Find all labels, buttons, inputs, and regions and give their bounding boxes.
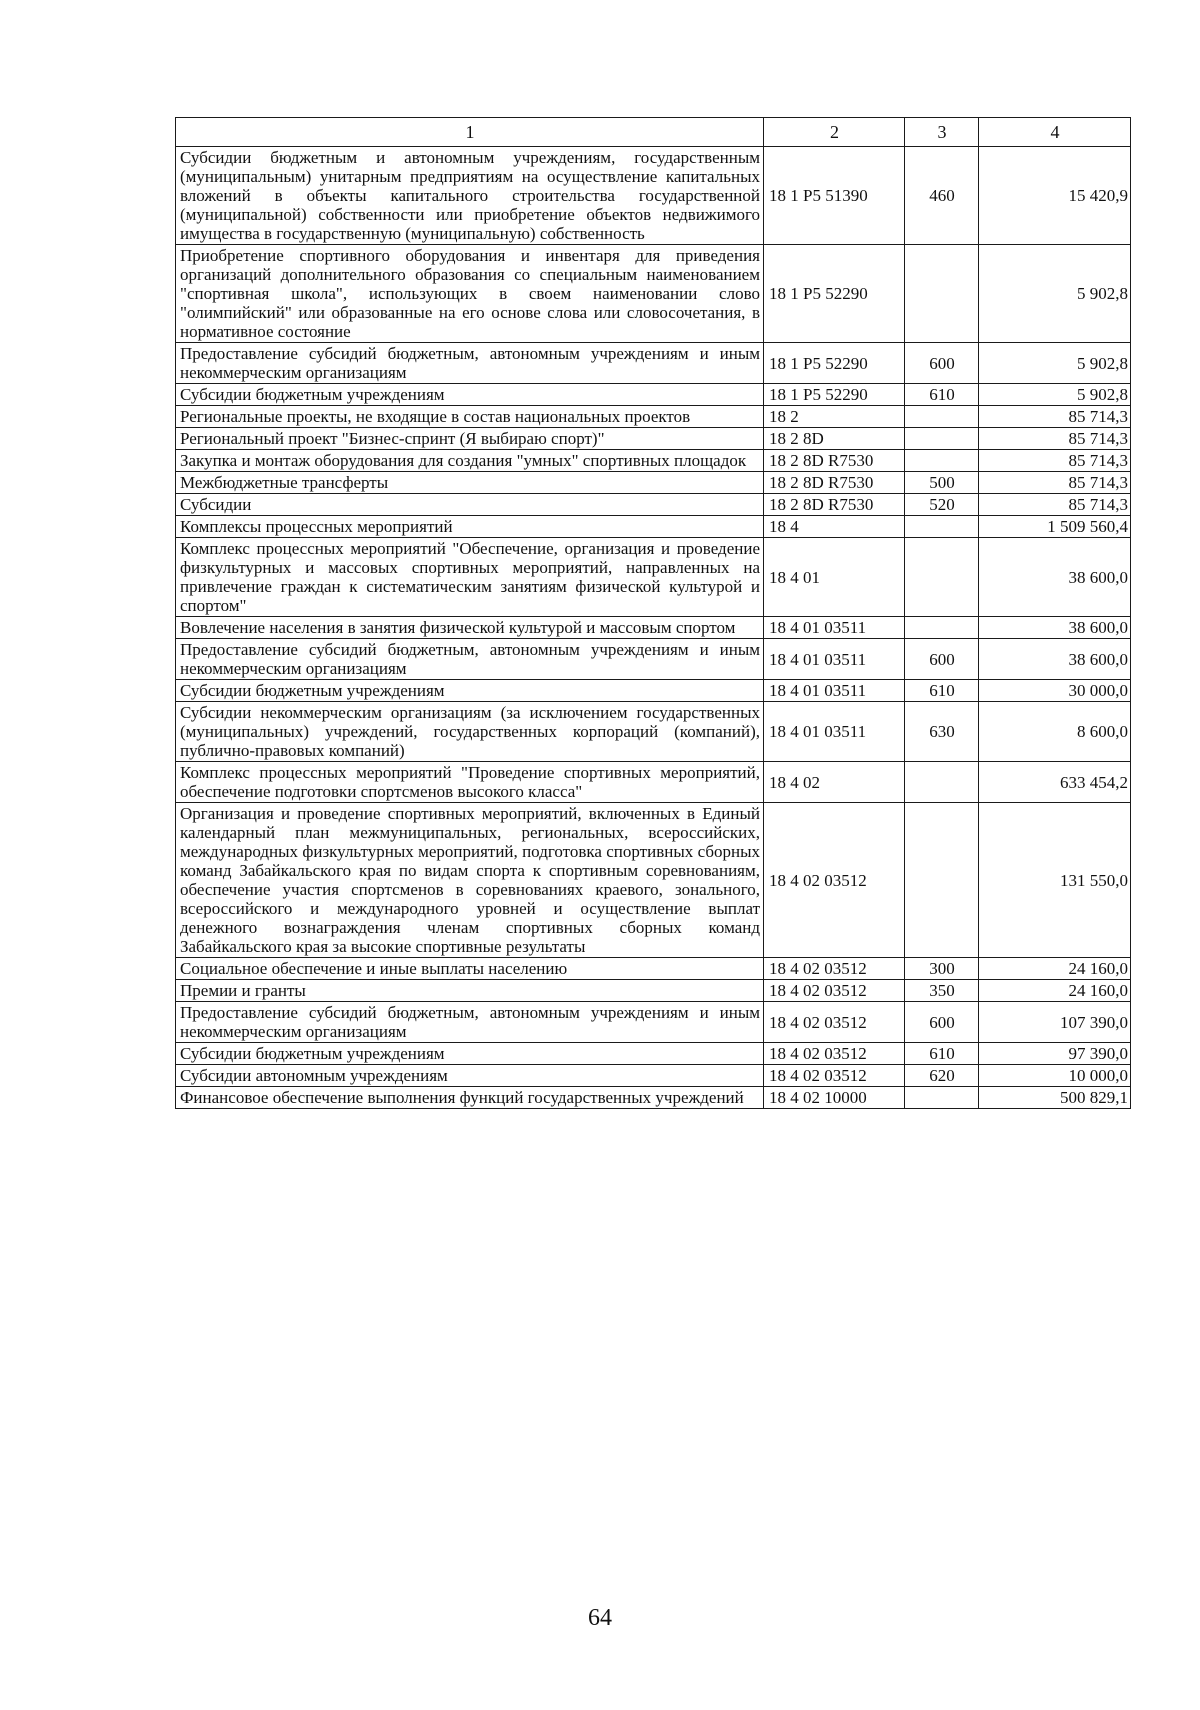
cell-code: 18 2 8D R7530 — [764, 494, 905, 516]
cell-code: 18 2 8D — [764, 428, 905, 450]
table-row — [176, 680, 1131, 702]
cell-name: Комплекс процессных мероприятий "Обеспечение, организация и проведение физкультурных и массовых спортивных мероприятий, направленных на привлечение граждан к систематическим занятиям физической культурой и спортом" — [176, 538, 764, 617]
cell-type — [905, 406, 979, 428]
cell-type — [905, 1087, 979, 1109]
table-row — [176, 1002, 1131, 1043]
cell-type: 610 — [905, 384, 979, 406]
cell-sum: 85 714,3 — [979, 472, 1131, 494]
cell-sum: 38 600,0 — [979, 538, 1131, 617]
cell-sum: 633 454,2 — [979, 762, 1131, 803]
table-row — [176, 343, 1131, 384]
cell-code: 18 4 01 03511 — [764, 639, 905, 680]
table-row — [176, 147, 1131, 245]
cell-code: 18 4 01 03511 — [764, 680, 905, 702]
table-row — [176, 1087, 1131, 1109]
cell-code: 18 1 P5 51390 — [764, 147, 905, 245]
cell-code: 18 2 8D R7530 — [764, 450, 905, 472]
cell-sum: 131 550,0 — [979, 803, 1131, 958]
cell-name: Премии и гранты — [176, 980, 764, 1002]
cell-type: 610 — [905, 680, 979, 702]
cell-type — [905, 803, 979, 958]
cell-name: Субсидии бюджетным учреждениям — [176, 680, 764, 702]
cell-code: 18 4 02 10000 — [764, 1087, 905, 1109]
cell-type — [905, 245, 979, 343]
cell-type: 630 — [905, 702, 979, 762]
cell-code: 18 4 01 03511 — [764, 702, 905, 762]
cell-sum: 30 000,0 — [979, 680, 1131, 702]
cell-name: Субсидии автономным учреждениям — [176, 1065, 764, 1087]
cell-name: Субсидии бюджетным учреждениям — [176, 1043, 764, 1065]
cell-name: Финансовое обеспечение выполнения функций государственных учреждений — [176, 1087, 764, 1109]
cell-type — [905, 538, 979, 617]
table-row — [176, 384, 1131, 406]
cell-name: Субсидии бюджетным и автономным учреждениям, государственным (муниципальным) унитарным предприятиям на осуществление капитальных вложений в объекты капитального строительства государственной (муниципальной) собственности или приобретение объектов недвижимого имущества в государственную (муниципальную) собственность — [176, 147, 764, 245]
cell-code: 18 4 02 03512 — [764, 1002, 905, 1043]
cell-sum: 24 160,0 — [979, 980, 1131, 1002]
table-row — [176, 1065, 1131, 1087]
cell-code: 18 4 02 — [764, 762, 905, 803]
header-cell-code: 2 — [764, 118, 905, 147]
cell-sum: 8 600,0 — [979, 702, 1131, 762]
cell-name: Организация и проведение спортивных мероприятий, включенных в Единый календарный план межмуниципальных, региональных, всероссийских, международных физкультурных мероприятий, подготовка спортивных сборных команд Забайкальского края по видам спорта к спортивным соревнованиям, обеспечение участия спортсменов в соревнованиях краевого, зонального, всероссийского и международного уровней и осуществление выплат денежного вознаграждения членам спортивных сборных команд Забайкальского края за высокие спортивные результаты — [176, 803, 764, 958]
table-row — [176, 516, 1131, 538]
cell-type: 600 — [905, 343, 979, 384]
cell-sum: 38 600,0 — [979, 639, 1131, 680]
cell-sum: 1 509 560,4 — [979, 516, 1131, 538]
cell-sum: 38 600,0 — [979, 617, 1131, 639]
cell-code: 18 4 — [764, 516, 905, 538]
cell-name: Закупка и монтаж оборудования для создания "умных" спортивных площадок — [176, 450, 764, 472]
table-row — [176, 494, 1131, 516]
cell-type: 460 — [905, 147, 979, 245]
table-row — [176, 538, 1131, 617]
cell-sum: 85 714,3 — [979, 428, 1131, 450]
cell-sum: 5 902,8 — [979, 343, 1131, 384]
cell-name: Приобретение спортивного оборудования и инвентаря для приведения организаций дополнительного образования со специальным наименованием "спортивная школа", использующих в своем наименовании слово "олимпийский" или образованные на его основе слова или словосочетания, в нормативное состояние — [176, 245, 764, 343]
cell-type: 620 — [905, 1065, 979, 1087]
table-body — [176, 147, 1131, 1109]
cell-name: Предоставление субсидий бюджетным, автономным учреждениям и иным некоммерческим организациям — [176, 1002, 764, 1043]
table-row — [176, 472, 1131, 494]
cell-name: Субсидии некоммерческим организациям (за исключением государственных (муниципальных) учреждений, государственных корпораций (компаний), публично-правовых компаний) — [176, 702, 764, 762]
cell-name: Субсидии бюджетным учреждениям — [176, 384, 764, 406]
cell-sum: 97 390,0 — [979, 1043, 1131, 1065]
cell-sum: 15 420,9 — [979, 147, 1131, 245]
table-row — [176, 617, 1131, 639]
table-row — [176, 762, 1131, 803]
header-cell-sum: 4 — [979, 118, 1131, 147]
cell-sum: 107 390,0 — [979, 1002, 1131, 1043]
table-row — [176, 803, 1131, 958]
cell-type: 600 — [905, 1002, 979, 1043]
header-cell-type: 3 — [905, 118, 979, 147]
cell-type: 350 — [905, 980, 979, 1002]
cell-type: 500 — [905, 472, 979, 494]
cell-code: 18 1 P5 52290 — [764, 384, 905, 406]
cell-type — [905, 516, 979, 538]
table-row — [176, 450, 1131, 472]
table-row — [176, 406, 1131, 428]
cell-sum: 10 000,0 — [979, 1065, 1131, 1087]
table-row — [176, 245, 1131, 343]
cell-code: 18 4 01 — [764, 538, 905, 617]
cell-type: 300 — [905, 958, 979, 980]
page-number: 64 — [588, 1605, 612, 1631]
cell-name: Комплекс процессных мероприятий "Проведение спортивных мероприятий, обеспечение подготовки спортсменов высокого класса" — [176, 762, 764, 803]
cell-code: 18 4 02 03512 — [764, 1043, 905, 1065]
cell-name: Региональные проекты, не входящие в состав национальных проектов — [176, 406, 764, 428]
table-row — [176, 958, 1131, 980]
cell-type — [905, 762, 979, 803]
cell-type — [905, 617, 979, 639]
table-row — [176, 1043, 1131, 1065]
cell-sum: 85 714,3 — [979, 494, 1131, 516]
cell-sum: 5 902,8 — [979, 245, 1131, 343]
table-row — [176, 428, 1131, 450]
cell-name: Предоставление субсидий бюджетным, автономным учреждениям и иным некоммерческим организациям — [176, 639, 764, 680]
cell-code: 18 2 8D R7530 — [764, 472, 905, 494]
cell-sum: 500 829,1 — [979, 1087, 1131, 1109]
cell-code: 18 2 — [764, 406, 905, 428]
cell-type — [905, 450, 979, 472]
cell-type: 600 — [905, 639, 979, 680]
table-header-row — [176, 118, 1131, 147]
cell-name: Социальное обеспечение и иные выплаты населению — [176, 958, 764, 980]
cell-name: Вовлечение населения в занятия физической культурой и массовым спортом — [176, 617, 764, 639]
table-row — [176, 702, 1131, 762]
cell-sum: 85 714,3 — [979, 450, 1131, 472]
cell-type: 610 — [905, 1043, 979, 1065]
header-cell-name: 1 — [176, 118, 764, 147]
cell-code: 18 1 P5 52290 — [764, 245, 905, 343]
cell-type — [905, 428, 979, 450]
cell-code: 18 4 02 03512 — [764, 803, 905, 958]
cell-name: Комплексы процессных мероприятий — [176, 516, 764, 538]
cell-type: 520 — [905, 494, 979, 516]
cell-code: 18 1 P5 52290 — [764, 343, 905, 384]
cell-code: 18 4 02 03512 — [764, 958, 905, 980]
cell-name: Региональный проект "Бизнес-спринт (Я выбираю спорт)" — [176, 428, 764, 450]
cell-sum: 24 160,0 — [979, 958, 1131, 980]
cell-code: 18 4 02 03512 — [764, 1065, 905, 1087]
cell-sum: 85 714,3 — [979, 406, 1131, 428]
cell-code: 18 4 01 03511 — [764, 617, 905, 639]
cell-name: Межбюджетные трансферты — [176, 472, 764, 494]
cell-name: Предоставление субсидий бюджетным, автономным учреждениям и иным некоммерческим организациям — [176, 343, 764, 384]
budget-table — [175, 117, 1131, 1109]
cell-sum: 5 902,8 — [979, 384, 1131, 406]
table-row — [176, 639, 1131, 680]
cell-name: Субсидии — [176, 494, 764, 516]
table-row — [176, 980, 1131, 1002]
cell-code: 18 4 02 03512 — [764, 980, 905, 1002]
